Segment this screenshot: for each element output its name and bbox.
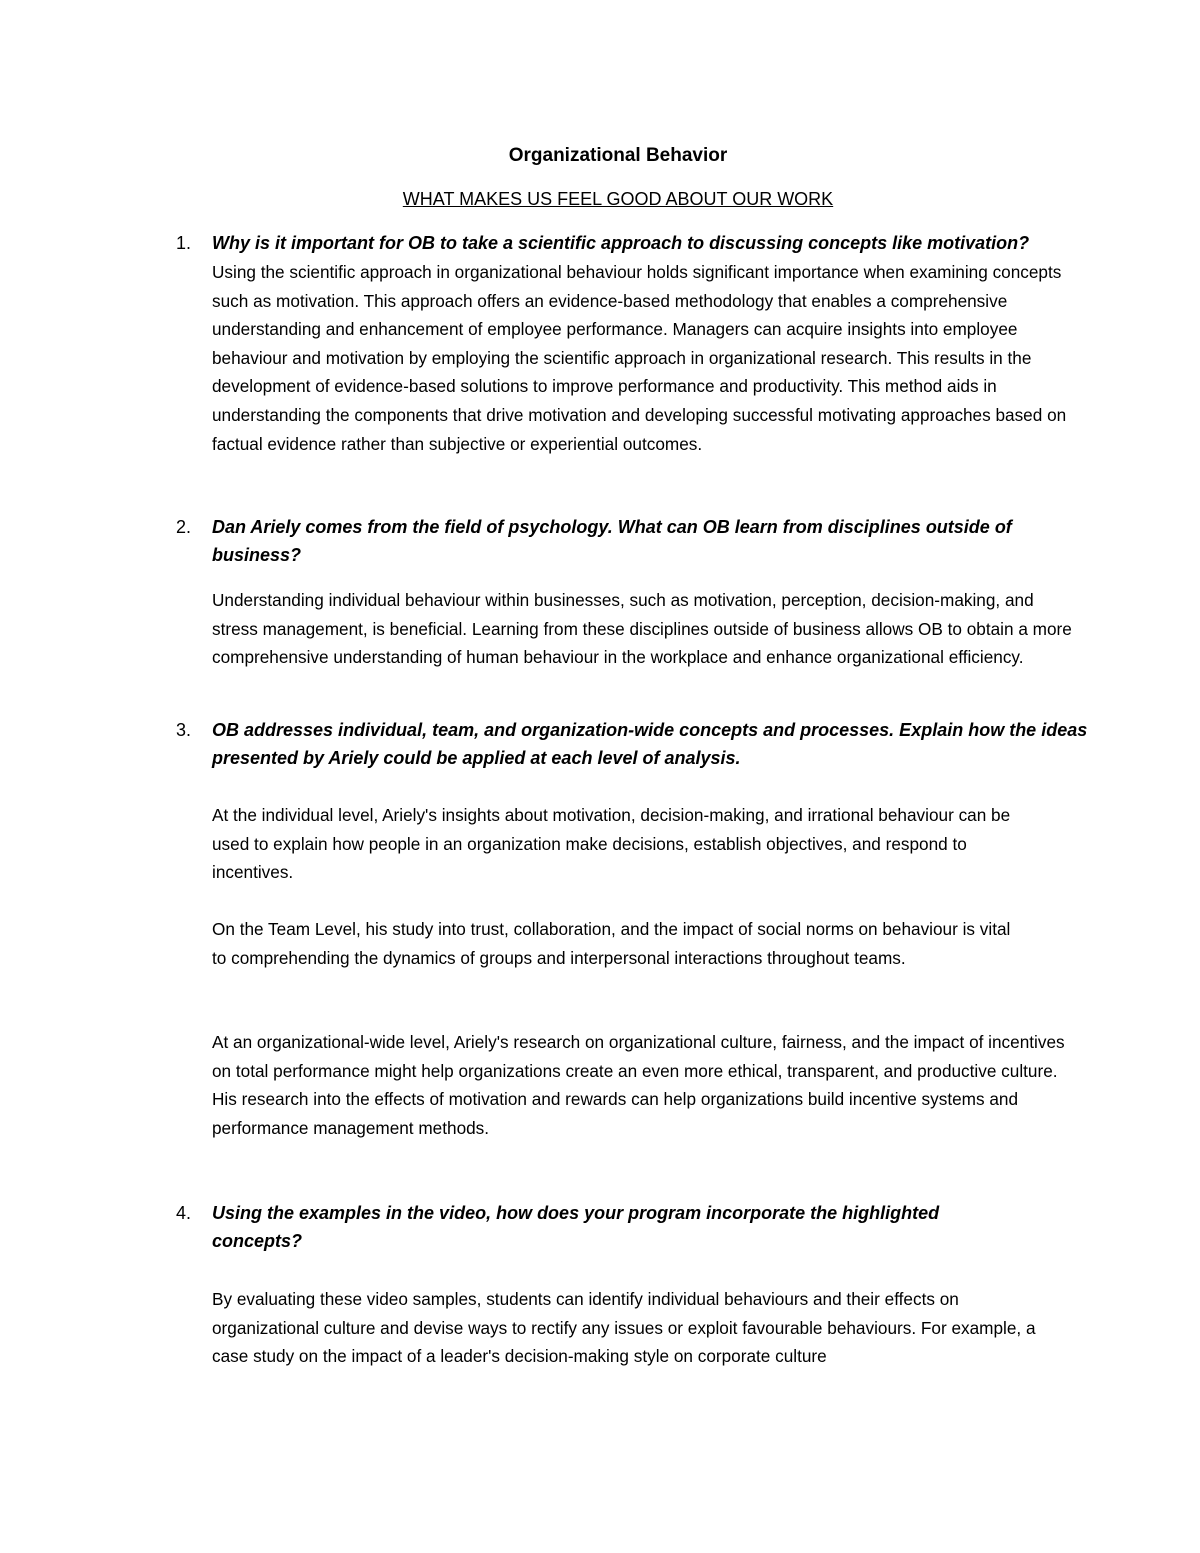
answer-paragraph: By evaluating these video samples, students can identify individual behaviours and their effects on organizational culture and devise ways to rectify any issues or exploit favourable behaviours. For example, a case study on the impact of a leader's decision-making style on corporate culture [212, 1289, 1036, 1367]
answer-paragraph: At the individual level, Ariely's insights about motivation, decision-making, and irrational behaviour can be used to explain how people in an organization make decisions, establish objectives, and respond to incentives. [212, 805, 1011, 883]
question-number: 3. [176, 720, 192, 740]
document-subtitle: WHAT MAKES US FEEL GOOD ABOUT OUR WORK [402, 189, 834, 209]
document-title: Organizational Behavior [508, 145, 728, 166]
answer-paragraph: On the Team Level, his study into trust, collaboration, and the impact of social norms on behaviour is vital to comprehending the dynamics of groups and interpersonal interactions throughout teams. [212, 919, 1011, 968]
question-number: 4. [176, 1203, 192, 1223]
question-text: Using the examples in the video, how does your program incorporate the highlighted concepts? [212, 1203, 940, 1252]
answer-paragraph: At an organizational-wide level, Ariely's research on organizational culture, fairness, and the impact of incentives on total performance might help organizations create an even more ethical, transparent, and productive culture. His research into the effects of motivation and rewards can help organizations build incentive systems and performance management methods. [212, 1032, 1065, 1138]
question-text: OB addresses individual, team, and organization-wide concepts and processes. Explain how the ideas presented by Ariely could be applied at each level of analysis. [212, 720, 1088, 769]
answer-paragraph: Understanding individual behaviour within businesses, such as motivation, perception, decision-making, and stress management, is beneficial. Learning from these disciplines outside of business allows OB to obtain a more comprehensive understanding of human behaviour in the workplace and enhance organizational efficiency. [212, 590, 1072, 668]
question-text: Dan Ariely comes from the field of psychology. What can OB learn from disciplines outside of business? [212, 517, 1012, 566]
question-text: Why is it important for OB to take a scientific approach to discussing concepts like motivation? [212, 233, 1030, 253]
question-number: 1. [176, 233, 192, 253]
answer-paragraph: Using the scientific approach in organizational behaviour holds significant importance when examining concepts such as motivation. This approach offers an evidence-based methodology that enables a comprehensive understanding and enhancement of employee performance. Managers can acquire insights into employee behaviour and motivation by employing the scientific approach in organizational research. This results in the development of evidence-based solutions to improve performance and productivity. This method aids in understanding the components that drive motivation and developing successful motivating approaches based on factual evidence rather than subjective or experiential outcomes. [212, 262, 1067, 454]
question-number: 2. [176, 517, 192, 537]
